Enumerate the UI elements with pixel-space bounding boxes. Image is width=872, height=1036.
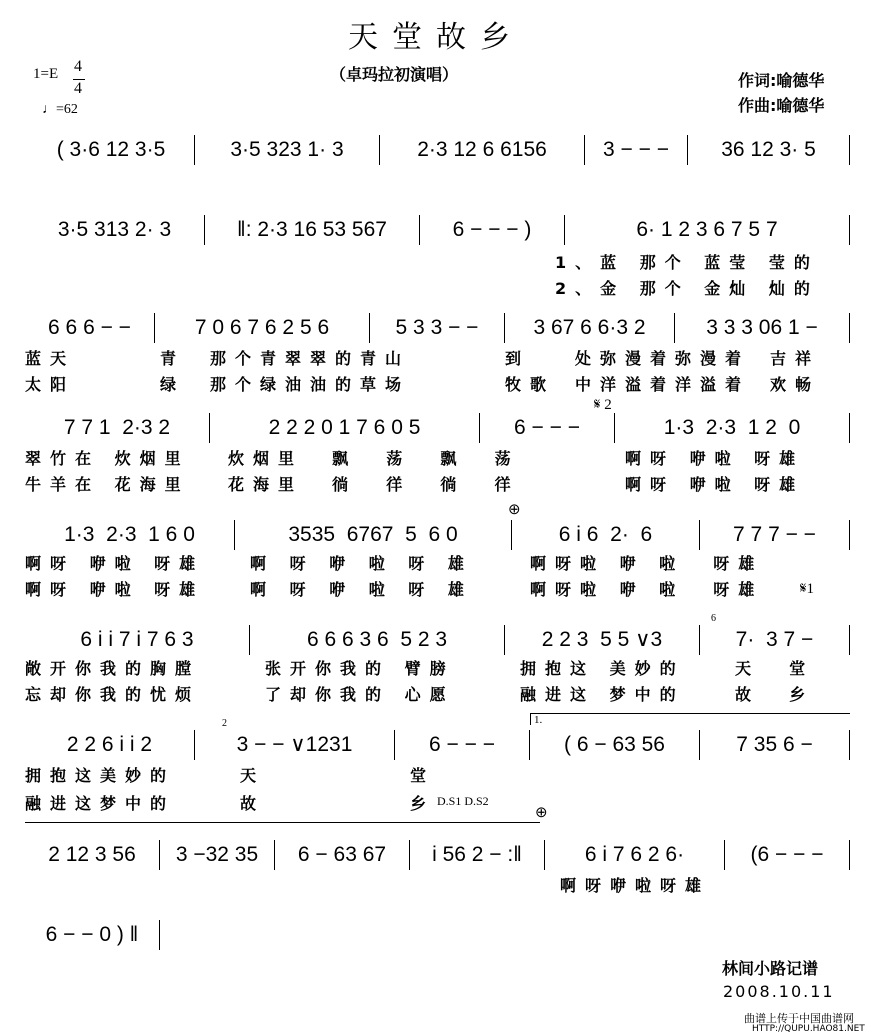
measure: 36 12 3· 5 [688, 135, 850, 165]
quarter-note-icon: ♩ [42, 102, 56, 117]
lyric-verse-2: 中洋溢着洋溢着 [575, 375, 751, 394]
lyric-verse-1: 那个青翠翠的青山 [210, 349, 411, 368]
lyric-verse-2: 忘却你我的忧烦 [25, 685, 201, 704]
lyric-verse-2: 了却你我的 心愿 [265, 685, 455, 704]
measure: 3·5 323 1· 3 [195, 135, 380, 165]
measure: ( 6 − 63 56 [530, 730, 700, 760]
measure: 3·5 313 2· 3 [25, 215, 205, 245]
coda-sign-icon: ⊕ [508, 502, 521, 518]
volta-bracket-hook [530, 713, 531, 725]
watermark-site: 曲谱上传于中国曲谱网 [744, 1012, 854, 1025]
lyric-verse-2: 故 [240, 794, 266, 813]
lyric-verse-2: 啊呀 咿啦 呀雄 [25, 580, 205, 599]
tempo-marking: ♩=62 [42, 102, 78, 117]
lyric-verse-1: 啊呀 咿啦 呀雄 [625, 449, 805, 468]
lyric-verse-2: 融进这 梦中的 [520, 685, 685, 704]
measure: 3 −32 35 [160, 840, 275, 870]
measure: 6 − 63 67 [275, 840, 410, 870]
lyric-verse-1: 拥抱这美妙的 [25, 766, 176, 785]
measure: 6 − − − [480, 413, 615, 443]
lyric-verse-2: 花海里 徜 徉 徜 徉 [228, 475, 520, 494]
lyric-verse-1: 炊烟里 飘 荡 飘 荡 [228, 449, 520, 468]
transcription-date: 2008.10.11 [723, 982, 835, 1001]
ds-marker: D.S1 D.S2 [437, 794, 489, 808]
lyric-verse-1: 张开你我的 臂膀 [265, 659, 455, 678]
measure: 5 3 3 − − [370, 313, 505, 343]
lyric-verse-2: 啊呀 咿啦 呀雄 [625, 475, 805, 494]
measure: 7 0 6 7 6 2 5 6 [155, 313, 370, 343]
grace-note-6: 6 [711, 613, 716, 624]
measure: 3 − − − [585, 135, 688, 165]
measure: 3535 6767 5 6 0 [235, 520, 512, 550]
lyric-verse-1: 敞开你我的胸膛 [25, 659, 201, 678]
lyricist: 作词:喻德华 [738, 71, 825, 90]
coda-sign-icon-2: ⊕ [535, 805, 548, 821]
lyric-verse-1: 吉祥 [770, 349, 821, 368]
lyric-verse-2: 太阳 [25, 375, 76, 394]
measure: 7 7 7 − − [700, 520, 850, 550]
song-title: 天堂故乡 [348, 20, 524, 55]
lyric-verse-2: 故 乡 [735, 685, 815, 704]
measure: 1·3 2·3 1 6 0 [25, 520, 235, 550]
lyric-verse-1: 处弥漫着弥漫着 [575, 349, 751, 368]
measure: 2·3 12 6 6156 [380, 135, 585, 165]
lyric-verse-2: 啊呀啦 咿 啦 呀雄 [530, 580, 764, 599]
measure: 6 − − − [395, 730, 530, 760]
lyric-verse-1: 1、蓝 那个 蓝莹 莹的 [555, 253, 819, 272]
lyric-verse-1: 青 [160, 349, 186, 368]
lyric-verse-2: 欢畅 [770, 375, 821, 394]
measure: i 56 2 − :‖ [410, 840, 545, 870]
watermark-url: HTTP://QUPU.HAO81.NET [752, 1024, 865, 1034]
measure: 2 2 3 5 5 ∨3 [505, 625, 700, 655]
time-signature-bottom: 4 [74, 80, 82, 97]
composer: 作曲:喻德华 [738, 96, 825, 115]
lyric-verse-1: 啊 呀 咿 啦 呀 雄 [250, 554, 473, 573]
measure: 3 3 3 06 1 − [675, 313, 850, 343]
measure: 2 2 2 0 1 7 6 0 5 [210, 413, 480, 443]
lyric-verse-1: 拥抱这 美妙的 [520, 659, 685, 678]
lyric-verse-1: 蓝天 [25, 349, 76, 368]
measure: (6 − − − [725, 840, 850, 870]
lyric-verse-1: 到 [505, 349, 531, 368]
lyric-verse-1: 翠竹在 炊烟里 [25, 449, 190, 468]
measure: 7 35 6 − [700, 730, 850, 760]
lyric-verse-2: 牧歌 [505, 375, 556, 394]
measure: ( 3·6 12 3·5 [28, 135, 195, 165]
measure: 6 6 6 3 6 5 2 3 [250, 625, 505, 655]
lyric-verse-1: 啊呀啦 咿 啦 呀雄 [530, 554, 764, 573]
volta-1-label: 1. [534, 714, 543, 726]
measure: ‖: 2·3 16 53 567 [205, 215, 420, 245]
measure: 3 − − ∨1231 [195, 730, 395, 760]
measure: 6 i i 7 i 7 6 3 [25, 625, 250, 655]
lyric-verse-1: 啊呀咿啦呀雄 [560, 876, 711, 895]
volta-bracket [530, 713, 850, 714]
time-signature-top: 4 [74, 58, 82, 75]
lyric-verse-1: 堂 [410, 766, 436, 785]
key-signature: 1=E [33, 66, 59, 82]
measure: 6 6 6 − − [25, 313, 155, 343]
measure: 6 i 7 6 2 6· [545, 840, 725, 870]
lyric-verse-1: 天 [240, 766, 266, 785]
lyric-verse-2: 融进这梦中的 [25, 794, 176, 813]
measure: 3 67 6 6·3 2 [505, 313, 675, 343]
segno-2-marker: 𝄋 2 [594, 397, 612, 413]
lyric-verse-2: 啊 呀 咿 啦 呀 雄 [250, 580, 473, 599]
measure: 7· 3 7 − [700, 625, 850, 655]
grace-note-2: 2 [222, 718, 227, 729]
measure: 7 7 1 2·3 2 [25, 413, 210, 443]
measure: 6 i 6 2· 6 [512, 520, 700, 550]
measure: 2 12 3 56 [25, 840, 160, 870]
lyric-verse-2: 牛羊在 花海里 [25, 475, 190, 494]
measure: 1·3 2·3 1 2 0 [615, 413, 850, 443]
lyric-verse-2: 那个绿油油的草场 [210, 375, 411, 394]
measure: 2 2 6 i i 2 [25, 730, 195, 760]
measure: 6 − − 0 ) ‖ [25, 920, 160, 950]
repeat-line [25, 822, 540, 823]
singer-note: （卓玛拉初演唱） [330, 65, 459, 84]
lyric-verse-2: 乡 [410, 794, 436, 813]
measure: 6· 1 2 3 6 7 5 7 [565, 215, 850, 245]
segno-1-marker: 𝄋1 [800, 581, 814, 597]
lyric-verse-2: 绿 [160, 375, 186, 394]
transcriber: 林间小路记谱 [722, 959, 819, 978]
lyric-verse-1: 天 堂 [735, 659, 815, 678]
measure: 6 − − − ) [420, 215, 565, 245]
lyric-verse-1: 啊呀 咿啦 呀雄 [25, 554, 205, 573]
lyric-verse-2: 2、金 那个 金灿 灿的 [555, 279, 819, 298]
